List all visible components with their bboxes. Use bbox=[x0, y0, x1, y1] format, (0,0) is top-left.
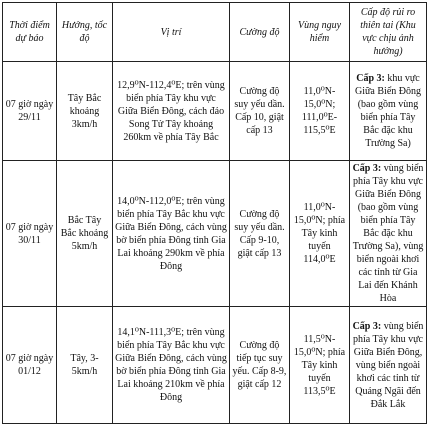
header-direction-speed: Hướng, tốc độ bbox=[57, 3, 113, 62]
header-risk: Cấp độ rủi ro thiên tai (Khu vực chịu ảnh hưởng) bbox=[350, 3, 427, 62]
header-danger-zone: Vùng nguy hiểm bbox=[290, 3, 350, 62]
risk-area: vùng biển phía Tây khu vực Giữa Biển Đông (bao gồm vùng biển phía Tây Bắc đặc khu Trường Sa), vùng biển ngoài khơi các tỉnh từ Gia Lai đến Khánh Hòa bbox=[352, 163, 424, 304]
cell-risk bbox=[350, 161, 427, 307]
forecast-table bbox=[2, 2, 427, 424]
cell-intensity: Cường độ tiếp tục suy yếu. Cấp 8-9, giật cấp 12 bbox=[230, 307, 290, 424]
cell-position: 12,9⁰N-112,4⁰E; trên vùng biển phía Tây khu vực Giữa Biển Đông, cách đảo Song Tử Tây khoảng 260km về phía Tây Bắc bbox=[113, 62, 230, 161]
table-row bbox=[3, 62, 427, 161]
risk-area: vùng biển phía Tây khu vực Giữa Biển Đông, vùng biển ngoài khơi các tỉnh từ Quảng Ngãi đến Đắk Lắk bbox=[353, 320, 424, 410]
risk-level: Cấp 3: bbox=[352, 163, 382, 174]
cell-danger-zone: 11,0⁰N-15,0⁰N; phía Tây kinh tuyến 114,0⁰E bbox=[290, 161, 350, 307]
cell-risk bbox=[350, 62, 427, 161]
cell-position: 14,1⁰N-111,3⁰E; trên vùng biển phía Tây Bắc khu vực Giữa Biển Đông, cách vùng bờ biển phía Đông tỉnh Gia Lai khoảng 210km về phía Đông bbox=[113, 307, 230, 424]
cell-time: 07 giờ ngày 30/11 bbox=[3, 161, 57, 307]
cell-intensity: Cường độ suy yếu dần. Cấp 9-10, giật cấp 13 bbox=[230, 161, 290, 307]
header-position: Vị trí bbox=[113, 3, 230, 62]
header-row bbox=[3, 3, 427, 62]
cell-time: 07 giờ ngày 01/12 bbox=[3, 307, 57, 424]
table-row bbox=[3, 161, 427, 307]
cell-danger-zone: 11,5⁰N-15,0⁰N; phía Tây kinh tuyến 113,5⁰E bbox=[290, 307, 350, 424]
cell-direction-speed: Tây, 3-5km/h bbox=[57, 307, 113, 424]
cell-risk bbox=[350, 307, 427, 424]
cell-danger-zone: 11,0⁰N-15,0⁰N; 111,0⁰E-115,5⁰E bbox=[290, 62, 350, 161]
risk-level: Cấp 3: bbox=[352, 320, 382, 332]
cell-position: 14,0⁰N-112,0⁰E; trên vùng biển phía Tây Bắc khu vực Giữa Biển Đông, cách vùng bờ biển phía Đông tỉnh Gia Lai khoảng 290km về phía Đông bbox=[113, 161, 230, 307]
cell-direction-speed: Bắc Tây Bắc khoảng 5km/h bbox=[57, 161, 113, 307]
risk-area: khu vực Giữa Biển Đông (bao gồm vùng biển phía Tây Bắc đặc khu Trường Sa) bbox=[355, 73, 421, 149]
header-time: Thời điểm dự báo bbox=[3, 3, 57, 62]
cell-direction-speed: Tây Bắc khoảng 3km/h bbox=[57, 62, 113, 161]
cell-time: 07 giờ ngày 29/11 bbox=[3, 62, 57, 161]
table-row bbox=[3, 307, 427, 424]
risk-level: Cấp 3: bbox=[356, 73, 385, 84]
cell-intensity: Cường độ suy yếu dần. Cấp 10, giật cấp 13 bbox=[230, 62, 290, 161]
header-intensity: Cường độ bbox=[230, 3, 290, 62]
